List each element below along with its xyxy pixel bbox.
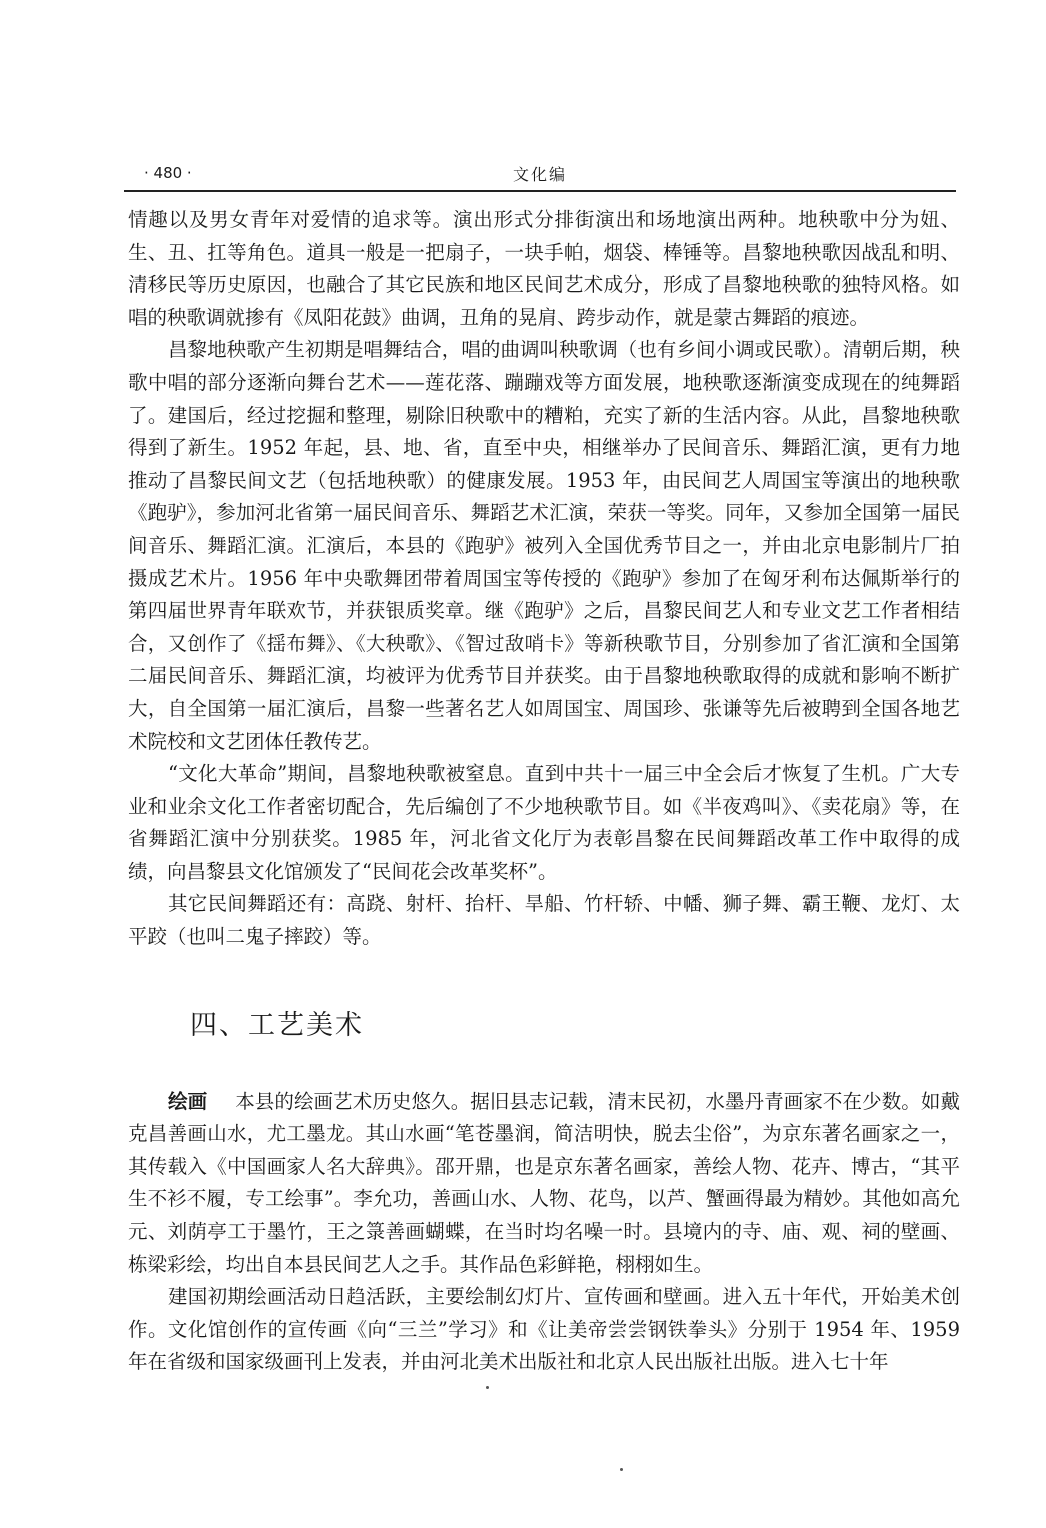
paragraph-continuation: 情趣以及男女青年对爱情的追求等。演出形式分排街演出和场地演出两种。地秧歌中分为妞、生、丑、扛等角色。道具一般是一把扇子，一块手帕，烟袋、棒锤等。昌黎地秧歌因战乱和明、清移民等历史原因，也融合了其它民族和地区民间艺术成分，形成了昌黎地秧歌的独特风格。如唱的秧歌调就掺有《凤阳花鼓》曲调，丑角的晃肩、跨步动作，就是蒙古舞蹈的痕迹。 <box>128 208 960 329</box>
section-heading: 四、工艺美术 <box>190 1009 364 1041</box>
paragraph-other-dances: 其它民间舞蹈还有：高跷、射杆、抬杆、旱船、竹杆轿、中幡、狮子舞、霸王鞭、龙灯、太平跤（也叫二鬼子摔跤）等。 <box>128 892 960 949</box>
painting-lead-term: 绘画 <box>168 1089 208 1113</box>
scan-speck <box>486 1386 489 1389</box>
paragraph-cultural-revolution: “文化大革命”期间，昌黎地秧歌被窒息。直到中共十一届三中全会后才恢复了生机。广大专业和业余文化工作者密切配合，先后编创了不少地秧歌节目。如《半夜鸡叫》、《卖花扇》等，在省舞蹈汇演中分别获奖。1985 年，河北省文化厅为表彰昌黎在民间舞蹈改革工作中取得的成绩，向昌黎县文化馆颁发了“民间花会改革奖杯”。 <box>128 762 960 883</box>
paragraph-painting-intro <box>128 1086 960 1282</box>
running-title: 文化编 <box>512 165 567 184</box>
paragraph-yangko-history: 昌黎地秧歌产生初期是唱舞结合，唱的曲调叫秧歌调（也有乡间小调或民歌）。清朝后期，秧歌中唱的部分逐渐向舞台艺术——莲花落、蹦蹦戏等方面发展，地秧歌逐渐演变成现在的纯舞蹈了。建国后，经过挖掘和整理，剔除旧秧歌中的糟粕，充实了新的生活内容。从此，昌黎地秧歌得到了新生。1952 年起，县、地、省，直至中央，相继举办了民间音乐、舞蹈汇演，更有力地推动了昌黎民间文艺（包括地秧歌）的健康发展。1953 年，由民间艺人周国宝等演出的地秧歌《跑驴》，参加河北省第一届民间音乐、舞蹈艺术汇演，荣获一等奖。同年，又参加全国第一届民间音乐、舞蹈汇演。汇演后，本县的《跑驴》被列入全国优秀节目之一，并由北京电影制片厂拍摄成艺术片。1956 年中央歌舞团带着周国宝等传授的《跑驴》参加了在匈牙利布达佩斯举行的第四届世界青年联欢节，并获银质奖章。继《跑驴》之后，昌黎民间艺人和专业文艺工作者相结合，又创作了《揺布舞》、《大秧歌》、《智过敌哨卡》等新秧歌节目，分别参加了省汇演和全国第二届民间音乐、舞蹈汇演，均被评为优秀节目并获奖。由于昌黎地秧歌取得的成就和影响不断扩大，自全国第一届汇演后，昌黎一些著名艺人如周国宝、周国珍、张谦等先后被聘到全国各地艺术院校和文艺团体任教传艺。 <box>128 338 960 753</box>
painting-intro-text: 本县的绘画艺术历史悠久。据旧县志记载，清末民初，水墨丹青画家不在少数。如戴克昌善画山水，尤工墨龙。其山水画“笔苍墨润，简洁明快，脱去尘俗”，为京东著名画家之一，其传载入《中国画家人名大辞典》。邵开鼎，也是京东著名画家，善绘人物、花卉、博古，“其平生不衫不履，专工绘事”。李允功，善画山水、人物、花鸟，以芦、蟹画得最为精妙。其他如高允元、刘荫亭工于墨竹，王之箓善画蝴蝶，在当时均名噪一时。县境内的寺、庙、观、祠的壁画、栋梁彩绘，均出自本县民间艺人之手。其作品色彩鲜艳，栩栩如生。 <box>128 1089 960 1276</box>
page-number: · 480 · <box>144 164 192 182</box>
scan-speck <box>620 1468 623 1471</box>
paragraph-painting-postwar: 建国初期绘画活动日趋活跃，主要绘制幻灯片、宣传画和壁画。进入五十年代，开始美术创作。文化馆创作的宣传画《向“三兰”学习》和《让美帝尝尝钢铁拳头》分别于 1954 年、1959 年在省级和国家级画刊上发表，并由河北美术出版社和北京人民出版社出版。进入七十年 <box>128 1285 960 1374</box>
page-header <box>124 160 956 192</box>
page-body <box>128 204 960 1379</box>
